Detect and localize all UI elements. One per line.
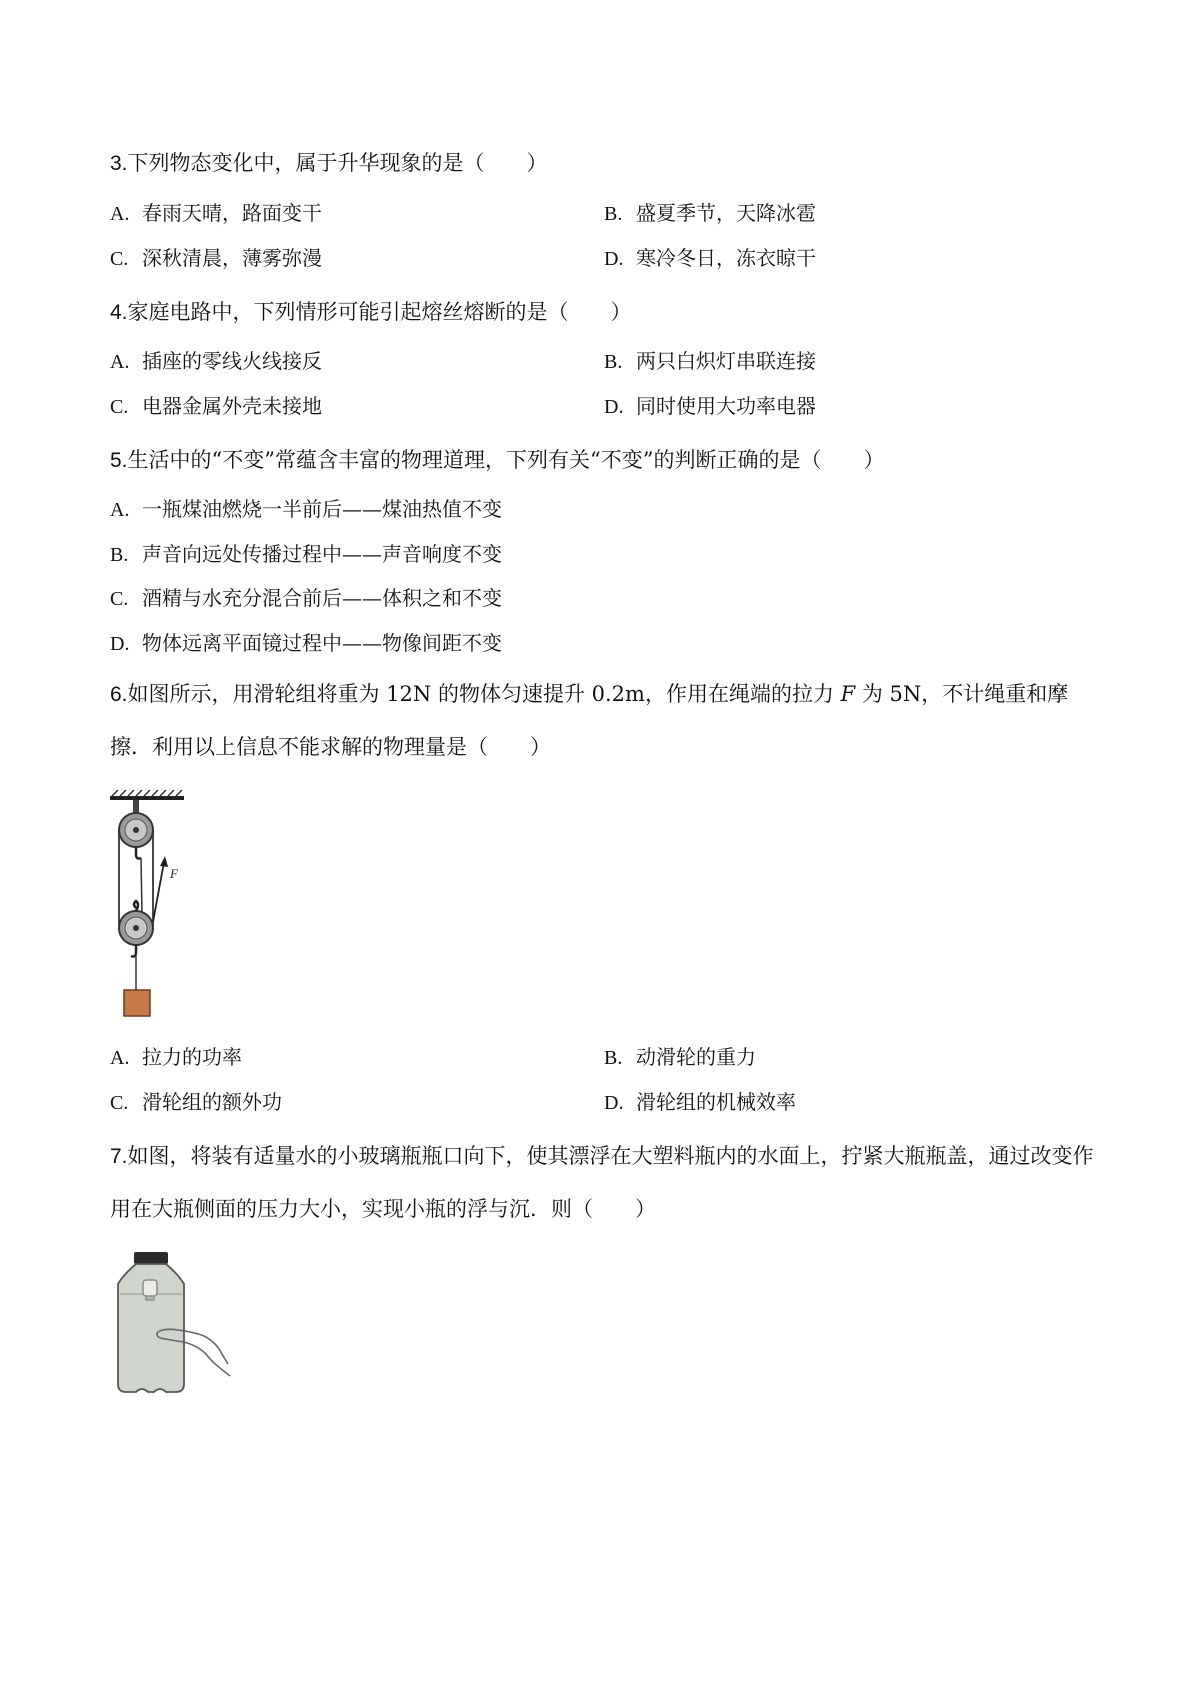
question-3-stem: 3.下列物态变化中，属于升华现象的是（ ） (110, 151, 548, 175)
question-5-option-b: B. 声音向远处传播过程中——声音响度不变 (110, 542, 502, 566)
bottle-cap-icon (134, 1252, 168, 1264)
question-4-option-a: A. 插座的零线火线接反 (110, 349, 322, 373)
question-6-option-d: D. 滑轮组的机械效率 (604, 1090, 796, 1114)
force-label: F (170, 866, 178, 881)
question-5-option-d: D. 物体远离平面镜过程中——物像间距不变 (110, 631, 502, 655)
question-5-option-a: A. 一瓶煤油燃烧一半前后——煤油热值不变 (110, 497, 502, 521)
question-6-option-c: C. 滑轮组的额外功 (110, 1090, 282, 1114)
ceiling-icon (110, 790, 184, 800)
question-6-option-b: B. 动滑轮的重力 (604, 1045, 756, 1069)
question-3-option-b: B. 盛夏季节，天降冰雹 (604, 201, 816, 225)
load-block-icon (124, 990, 150, 1016)
question-3-option-c: C. 深秋清晨，薄雾弥漫 (110, 246, 322, 270)
question-3-option-d: D. 寒冷冬日，冻衣晾干 (604, 246, 816, 270)
force-arrow-icon (153, 856, 168, 922)
question-5-option-c: C. 酒精与水充分混合前后——体积之和不变 (110, 586, 502, 610)
question-4-stem: 4.家庭电路中，下列情形可能引起熔丝熔断的是（ ） (110, 300, 632, 324)
question-7-stem: 7.如图，将装有适量水的小玻璃瓶瓶口向下，使其漂浮在大塑料瓶内的水面上，拧紧大瓶瓶盖，通过改变作用在大瓶侧面的压力大小，实现小瓶的浮与沉．则（ ） (110, 1144, 1094, 1221)
question-6-option-a: A. 拉力的功率 (110, 1045, 242, 1069)
movable-pulley-icon (119, 911, 153, 945)
question-6-stem: 6.如图所示，用滑轮组将重为 12N 的物体匀速提升 0.2m，作用在绳端的拉力 F 为 5N，不计绳重和摩擦．利用以上信息不能求解的物理量是（ ） (110, 682, 1069, 759)
question-5-stem: 5.生活中的“不变”常蕴含丰富的物理道理，下列有关“不变”的判断正确的是（ ） (110, 448, 885, 472)
question-4-option-d: D. 同时使用大功率电器 (604, 394, 816, 418)
question-4-option-c: C. 电器金属外壳未接地 (110, 394, 322, 418)
question-4-option-b: B. 两只白炽灯串联连接 (604, 349, 816, 373)
pulley-system-figure (108, 790, 208, 1022)
question-3-option-a: A. 春雨天晴，路面变干 (110, 201, 322, 225)
bottle-press-figure (108, 1250, 248, 1398)
fixed-pulley-icon (119, 813, 153, 847)
